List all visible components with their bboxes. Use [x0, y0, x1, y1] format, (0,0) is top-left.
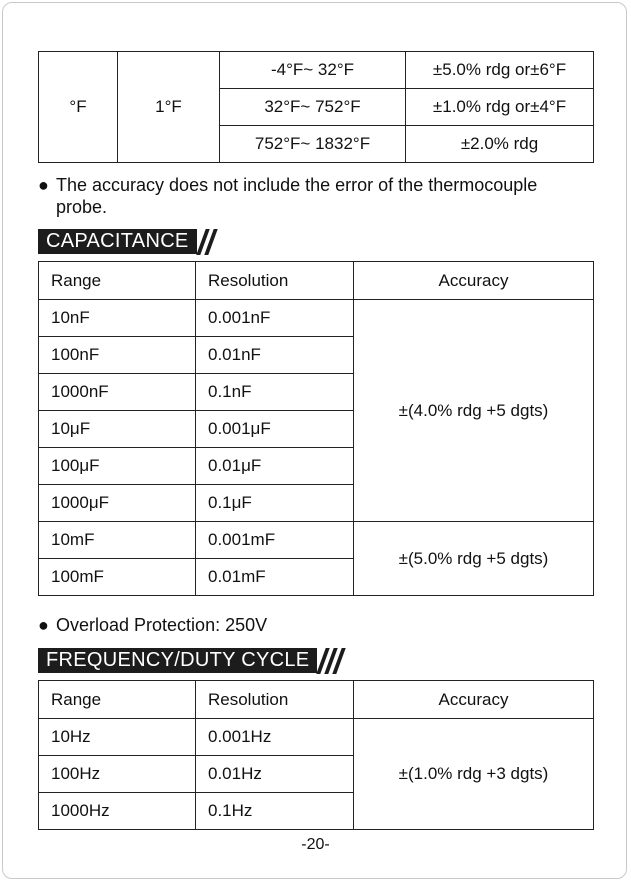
range-cell: 1000Hz [39, 793, 196, 830]
resolution-cell: 0.1Hz [196, 793, 354, 830]
slash-decoration [321, 648, 345, 674]
resolution-cell: 0.001Hz [196, 719, 354, 756]
accuracy-cell: ±(1.0% rdg +3 dgts) [354, 719, 594, 830]
resolution-cell: 0.01Hz [196, 756, 354, 793]
resolution-cell: 0.1nF [196, 374, 354, 411]
resolution-cell: 0.01mF [196, 559, 354, 596]
note-text-continued: probe. [56, 197, 108, 217]
table-row [39, 522, 594, 559]
unit-cell: °F [39, 52, 118, 163]
section-title: CAPACITANCE [38, 229, 197, 254]
range-cell: 100μF [39, 448, 196, 485]
range-cell: 1000μF [39, 485, 196, 522]
range-cell: 100mF [39, 559, 196, 596]
range-cell: 10μF [39, 411, 196, 448]
resolution-cell: 0.001nF [196, 300, 354, 337]
range-cell: 752°F~ 1832°F [220, 126, 406, 163]
note-text: Overload Protection: 250V [56, 615, 268, 635]
table-row [39, 52, 594, 89]
capacitance-table [38, 261, 594, 596]
frequency-table [38, 680, 594, 830]
accuracy-cell: ±(5.0% rdg +5 dgts) [354, 522, 594, 596]
bullet-icon: ● [38, 175, 49, 195]
range-cell: 32°F~ 752°F [220, 89, 406, 126]
accuracy-cell: ±5.0% rdg or±6°F [406, 52, 594, 89]
resolution-cell: 1°F [118, 52, 220, 163]
page-number: -20- [301, 836, 330, 853]
thermocouple-note [38, 174, 608, 218]
accuracy-cell: ±1.0% rdg or±4°F [406, 89, 594, 126]
capacitance-heading [38, 229, 217, 254]
range-cell: 10Hz [39, 719, 196, 756]
range-header: Range [39, 262, 196, 300]
frequency-heading [38, 648, 345, 673]
resolution-cell: 0.001mF [196, 522, 354, 559]
range-cell: 100nF [39, 337, 196, 374]
overload-note [38, 614, 608, 636]
table-row [39, 719, 594, 756]
range-cell: 100Hz [39, 756, 196, 793]
accuracy-header: Accuracy [354, 681, 594, 719]
resolution-cell: 0.1μF [196, 485, 354, 522]
range-cell: -4°F~ 32°F [220, 52, 406, 89]
resolution-cell: 0.01μF [196, 448, 354, 485]
range-header: Range [39, 681, 196, 719]
slash-decoration [201, 229, 217, 255]
resolution-header: Resolution [196, 681, 354, 719]
resolution-header: Resolution [196, 262, 354, 300]
range-cell: 1000nF [39, 374, 196, 411]
range-cell: 10nF [39, 300, 196, 337]
accuracy-cell: ±(4.0% rdg +5 dgts) [354, 300, 594, 522]
range-cell: 10mF [39, 522, 196, 559]
accuracy-cell: ±2.0% rdg [406, 126, 594, 163]
accuracy-header: Accuracy [354, 262, 594, 300]
bullet-icon: ● [38, 615, 49, 635]
temperature-table [38, 51, 594, 163]
table-row [39, 300, 594, 337]
resolution-cell: 0.01nF [196, 337, 354, 374]
note-text: The accuracy does not include the error of the thermocouple [56, 175, 538, 195]
table-header-row [39, 262, 594, 300]
table-header-row [39, 681, 594, 719]
section-title: FREQUENCY/DUTY CYCLE [38, 648, 317, 673]
resolution-cell: 0.001μF [196, 411, 354, 448]
